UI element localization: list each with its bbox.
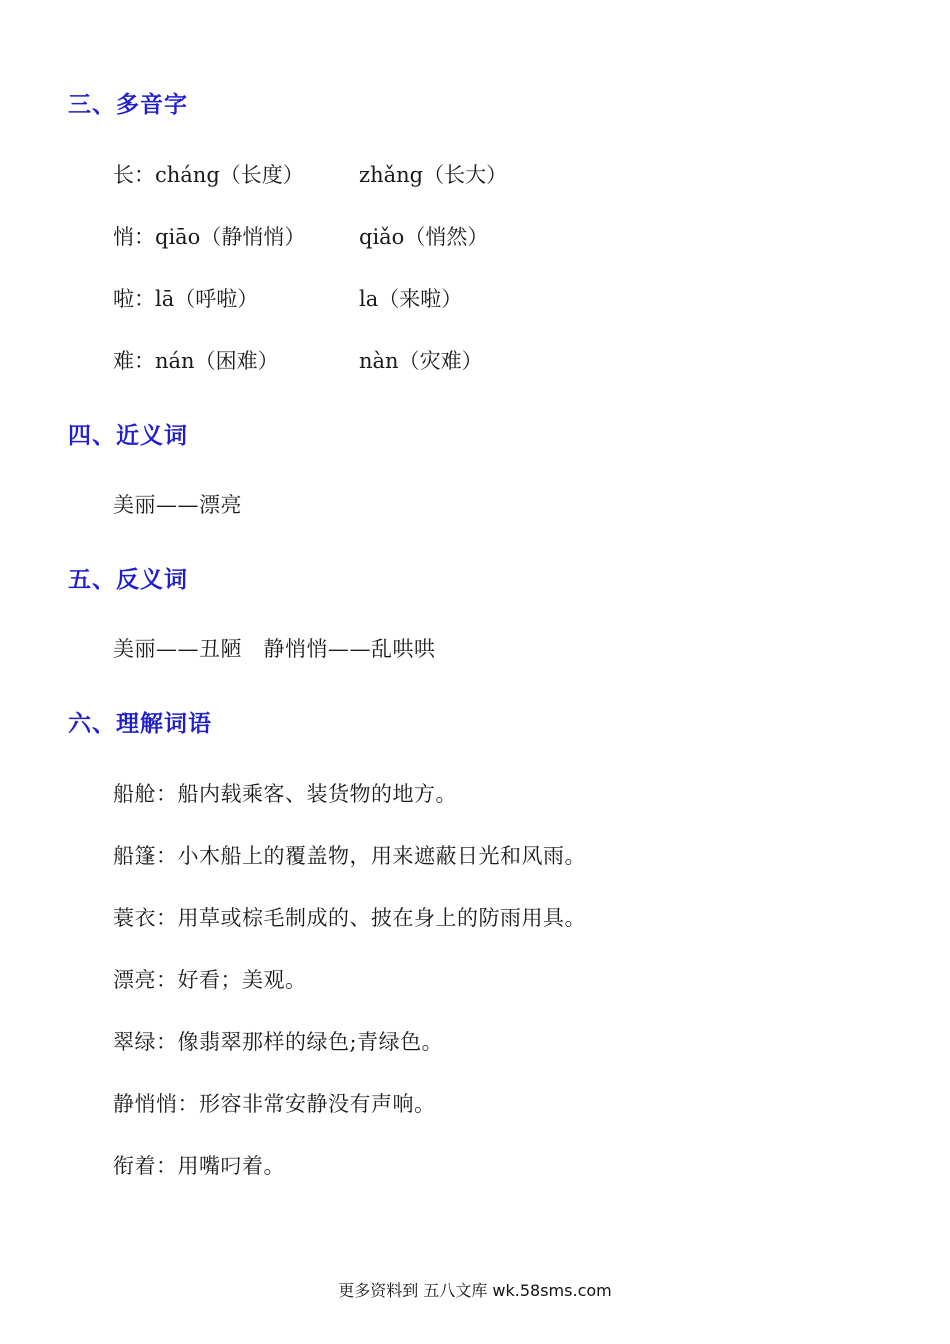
vocabulary-definition: 船舱：船内载乘客、装货物的地方。 [113,782,457,806]
polyphonic-reading-1: 长：cháng（长度） [113,163,304,187]
vocabulary-definition: 漂亮：好看；美观。 [113,968,307,992]
polyphonic-row-qiao [113,221,913,251]
page-footer: 更多资料到 五八文库 wk.58sms.com [338,1281,612,1300]
polyphonic-reading-1: 啦：lā（呼啦） [113,287,259,311]
polyphonic-reading-2: la（来啦） [359,287,463,311]
vocabulary-definition: 蓑衣：用草或棕毛制成的、披在身上的防雨用具。 [113,906,586,930]
synonym-line: 美丽——漂亮 [113,493,242,517]
polyphonic-row-chang [113,159,913,189]
section-title-polyphonic: 三、多音字 [68,92,188,118]
vocabulary-definition: 衔着：用嘴叼着。 [113,1154,285,1178]
polyphonic-reading-1: 难：nán（困难） [113,349,279,373]
section-title-antonyms: 五、反义词 [68,567,188,593]
section-title-synonyms: 四、近义词 [68,423,188,449]
vocabulary-definition: 翠绿：像翡翠那样的绿色;青绿色。 [113,1030,444,1054]
vocabulary-definition: 船篷：小木船上的覆盖物，用来遮蔽日光和风雨。 [113,844,586,868]
polyphonic-row-nan [113,345,913,375]
polyphonic-reading-2: qiǎo（悄然） [359,225,489,249]
section-title-vocabulary: 六、理解词语 [68,711,212,737]
polyphonic-reading-2: nàn（灾难） [359,349,483,373]
polyphonic-row-la [113,283,913,313]
antonym-line: 美丽——丑陋 静悄悄——乱哄哄 [113,637,436,661]
polyphonic-reading-2: zhǎng（长大） [359,163,508,187]
vocabulary-definition: 静悄悄：形容非常安静没有声响。 [113,1092,436,1116]
polyphonic-reading-1: 悄：qiāo（静悄悄） [113,225,306,249]
